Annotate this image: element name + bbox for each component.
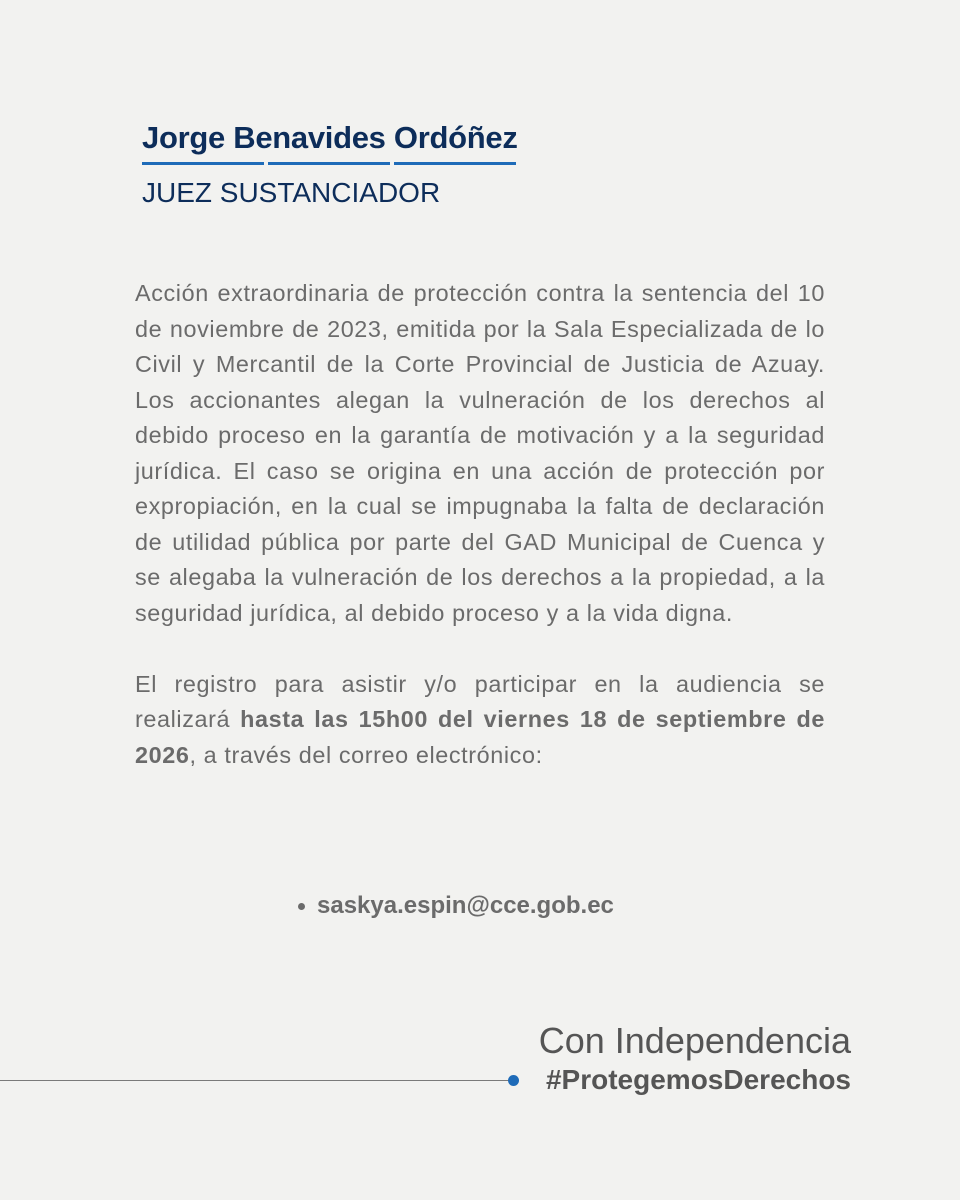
contact-email[interactable]: saskya.espin@cce.gob.ec [317,892,614,919]
name-underline [142,162,518,165]
bullet-icon [298,903,305,910]
registration-deadline: hasta las 15h00 del viernes 18 de septiembre de 2026 [135,706,825,768]
slogan-line1: Con Independencia [538,1020,851,1061]
footer-divider [0,1080,512,1081]
judge-header [142,118,518,211]
slogan-hashtag: #ProtegemosDerechos [545,1064,851,1095]
registration-suffix: , a través del correo electrónico: [189,741,543,768]
contact-email-item [298,892,614,920]
underline-segment [394,162,516,165]
underline-segment [268,162,390,165]
judge-role: JUEZ SUSTANCIADOR [142,177,441,208]
registration-notice [135,667,825,774]
case-body [135,276,825,773]
footer-dot-icon [508,1075,519,1086]
registration-prefix: El registro para asistir y/o participar en la audiencia se realizará [135,670,825,732]
slogan [539,1020,851,1098]
judge-name: Jorge Benavides Ordóñez [142,120,518,155]
case-description: Acción extraordinaria de protección contra la sentencia del 10 de noviembre de 2023, emitida por la Sala Especializada de lo Civil y Mercantil de la Corte Provincial de Justicia de Azuay. Los accionantes alegan la vulneración de los derechos al debido proceso en la garantía de motivación y a la seguridad jurídica. El caso se origina en una acción de protección por expropiación, en la cual se impugnaba la falta de declaración de utilidad pública por parte del GAD Municipal de Cuenca y se alegaba la vulneración de los derechos a la propiedad, a la seguridad jurídica, al debido proceso y a la vida digna. [135,280,825,626]
underline-segment [142,162,264,165]
